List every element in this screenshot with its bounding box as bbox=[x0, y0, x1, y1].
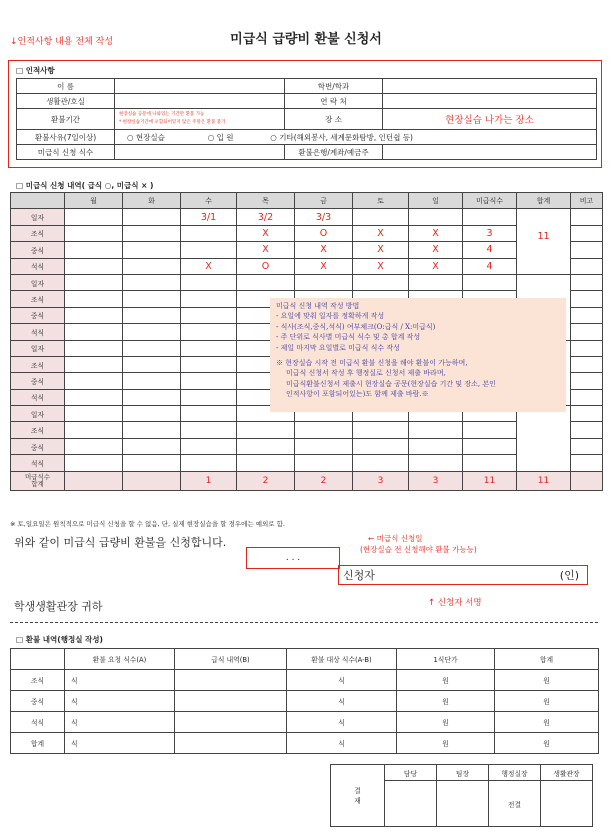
refund-header-cell: 1식단가 bbox=[397, 649, 495, 670]
sum-cell[interactable]: 3 bbox=[353, 471, 409, 490]
sum-count-cell[interactable]: 11 bbox=[463, 471, 517, 490]
applicant-seal: (인) bbox=[559, 569, 579, 582]
divider bbox=[10, 622, 598, 623]
row-label: 일자 bbox=[11, 406, 65, 422]
bank-field[interactable] bbox=[383, 145, 597, 160]
approval-role: 담당 bbox=[385, 765, 437, 781]
meal-mark-cell[interactable] bbox=[295, 422, 353, 438]
count-cell[interactable] bbox=[463, 209, 517, 225]
meal-mark-cell[interactable] bbox=[65, 373, 123, 389]
note-cell[interactable] bbox=[571, 225, 603, 241]
place-label: 장 소 bbox=[285, 109, 383, 130]
week-total-cell[interactable]: 11 bbox=[517, 209, 571, 275]
meal-mark-cell[interactable] bbox=[123, 291, 181, 307]
meal-mark-cell[interactable] bbox=[181, 438, 237, 454]
meal-mark-cell[interactable]: X bbox=[353, 258, 409, 274]
meal-mark-cell[interactable] bbox=[65, 422, 123, 438]
contact-field[interactable] bbox=[383, 94, 597, 109]
meal-mark-cell[interactable] bbox=[123, 340, 181, 356]
row-label-breakfast: 조식 bbox=[11, 225, 65, 241]
meal-mark-cell[interactable] bbox=[65, 438, 123, 454]
instruction-line: - 요일에 맞춰 일자를 정확하게 작성 bbox=[276, 312, 385, 321]
meal-mark-cell[interactable] bbox=[295, 438, 353, 454]
row-label: 석식 bbox=[11, 455, 65, 471]
meal-mark-cell[interactable] bbox=[123, 389, 181, 405]
meal-mark-cell[interactable]: X bbox=[409, 242, 463, 258]
meal-mark-cell[interactable] bbox=[123, 438, 181, 454]
notice-line: 미급식 신청서 작성 후 행정실로 신청서 제출 바라며, bbox=[286, 369, 446, 378]
meal-mark-cell[interactable]: X bbox=[295, 242, 353, 258]
day-header-sun: 일 bbox=[409, 193, 463, 209]
count-cell[interactable] bbox=[463, 422, 517, 438]
refund-section-title: □ 환불 내역(행정실 작성) bbox=[16, 635, 103, 644]
refund-eligible-cell[interactable]: 식 bbox=[287, 733, 397, 754]
approval-sign-cell[interactable] bbox=[385, 781, 437, 827]
day-header-fri: 금 bbox=[295, 193, 353, 209]
meal-mark-cell[interactable] bbox=[123, 324, 181, 340]
signature-note: ↑ 신청자 서명 bbox=[428, 598, 482, 608]
refund-header-cell: 환불 요청 식수(A) bbox=[65, 649, 175, 670]
meal-mark-cell[interactable] bbox=[409, 455, 463, 471]
notice-line: 미급식환불신청서 제출시 현장실습 공문(현장실습 기간 및 장소, 본인 bbox=[286, 379, 496, 388]
meal-mark-cell[interactable]: X bbox=[181, 258, 237, 274]
meal-mark-cell[interactable] bbox=[181, 242, 237, 258]
count-cell[interactable] bbox=[463, 438, 517, 454]
notice-line: ※ 현장실습 시작 전 미급식 환불 신청을 해야 환불이 가능하며, bbox=[276, 359, 468, 368]
refund-unit-price-cell[interactable]: 원 bbox=[397, 733, 495, 754]
note-cell[interactable] bbox=[571, 340, 603, 356]
meal-mark-cell[interactable] bbox=[65, 455, 123, 471]
date-cell[interactable]: 3/1 bbox=[181, 209, 237, 225]
approval-role: 생활관장 bbox=[541, 765, 593, 781]
refund-header-cell: 합계 bbox=[495, 649, 599, 670]
meal-mark-cell[interactable] bbox=[123, 406, 181, 422]
refund-eligible-cell[interactable]: 식 bbox=[287, 670, 397, 691]
declaration: 위와 같이 미급식 급량비 환불을 신청합니다. bbox=[14, 536, 227, 549]
row-label-date: 일자 bbox=[11, 209, 65, 225]
personal-section-title: □ 인적사항 bbox=[16, 66, 55, 75]
sum-cell[interactable]: 3 bbox=[409, 471, 463, 490]
student-label: 학번/학과 bbox=[285, 79, 383, 94]
date-note: ← 미급식 신청일 bbox=[368, 534, 423, 543]
sum-cell[interactable] bbox=[65, 471, 123, 490]
date-cell[interactable]: 3/2 bbox=[237, 209, 295, 225]
contact-label: 연 락 처 bbox=[285, 94, 383, 109]
period-label: 환불기간 bbox=[17, 109, 115, 130]
refund-requested-cell[interactable]: 식 bbox=[65, 712, 175, 733]
instruction-line: - 주 단위로 식사별 미급식 식수 및 총 합계 작성 bbox=[276, 333, 421, 342]
meal-mark-cell[interactable]: X bbox=[409, 225, 463, 241]
meal-mark-cell[interactable] bbox=[65, 406, 123, 422]
day-header-sat: 토 bbox=[353, 193, 409, 209]
refund-total-cell[interactable]: 원 bbox=[495, 691, 599, 712]
meal-mark-cell[interactable] bbox=[181, 274, 237, 290]
meal-mark-cell[interactable] bbox=[123, 242, 181, 258]
meal-mark-cell[interactable] bbox=[65, 258, 123, 274]
row-label: 일자 bbox=[11, 274, 65, 290]
count-cell[interactable]: 4 bbox=[463, 242, 517, 258]
meal-mark-cell[interactable] bbox=[237, 455, 295, 471]
refund-served-cell[interactable] bbox=[175, 691, 287, 712]
page-title: 미급식 급량비 환불 신청서 bbox=[230, 32, 382, 47]
refund-header-cell: 환불 대상 식수(A-B) bbox=[287, 649, 397, 670]
note-cell[interactable] bbox=[571, 422, 603, 438]
top-annotation: ↓인적사항 내용 전체 작성 bbox=[10, 37, 114, 47]
addressee: 학생생활관장 귀하 bbox=[14, 600, 103, 613]
sum-total-cell[interactable]: 11 bbox=[517, 471, 571, 490]
row-label: 석식 bbox=[11, 389, 65, 405]
row-label: 일자 bbox=[11, 340, 65, 356]
meal-mark-cell[interactable]: X bbox=[409, 258, 463, 274]
refund-table bbox=[10, 648, 599, 754]
row-label-dinner: 석식 bbox=[11, 258, 65, 274]
meal-mark-cell[interactable]: X bbox=[237, 242, 295, 258]
instruction-title: 미급식 신청 내역 작성 방법 bbox=[276, 302, 360, 310]
period-note-2: * 현장실습기간에 포함되어있지 않은 주말은 환불 불가 bbox=[119, 120, 226, 125]
date-cell[interactable] bbox=[353, 209, 409, 225]
total-header: 합계 bbox=[517, 193, 571, 209]
meal-mark-cell[interactable] bbox=[181, 406, 237, 422]
count-cell[interactable]: 4 bbox=[463, 258, 517, 274]
refund-served-cell[interactable] bbox=[175, 712, 287, 733]
reason-option-hospital[interactable]: ○ 입 원 bbox=[207, 132, 234, 142]
meal-mark-cell[interactable] bbox=[65, 225, 123, 241]
date-cell[interactable] bbox=[123, 209, 181, 225]
meal-mark-cell[interactable] bbox=[237, 274, 295, 290]
dorm-label: 생활관/호실 bbox=[17, 94, 115, 109]
meal-mark-cell[interactable] bbox=[409, 422, 463, 438]
reason-option-other[interactable]: ○ 기타(해외봉사, 세계문화탐방, 인턴쉽 등) bbox=[270, 132, 413, 142]
sum-cell[interactable]: 2 bbox=[237, 471, 295, 490]
note-cell[interactable] bbox=[571, 307, 603, 323]
name-label: 이 름 bbox=[17, 79, 115, 94]
meal-mark-cell[interactable] bbox=[181, 340, 237, 356]
refund-row-label: 조식 bbox=[11, 670, 65, 691]
meal-mark-cell[interactable] bbox=[123, 274, 181, 290]
refund-requested-cell[interactable]: 식 bbox=[65, 691, 175, 712]
row-label-lunch: 중식 bbox=[11, 242, 65, 258]
corner-cell bbox=[11, 193, 65, 209]
refund-total-cell[interactable]: 원 bbox=[495, 733, 599, 754]
refund-requested-cell[interactable]: 식 bbox=[65, 733, 175, 754]
count-label: 미급식 신청 식수 bbox=[17, 145, 115, 160]
meal-mark-cell[interactable] bbox=[65, 356, 123, 372]
meal-mark-cell[interactable] bbox=[295, 455, 353, 471]
count-cell[interactable]: 3 bbox=[463, 225, 517, 241]
meal-mark-cell[interactable] bbox=[353, 422, 409, 438]
period-note-1: 현장실습 공문에 나와있는 기간만 환불 가능 bbox=[119, 112, 205, 117]
period-field[interactable] bbox=[115, 109, 285, 130]
personal-info-table bbox=[16, 78, 597, 160]
meal-mark-cell[interactable] bbox=[181, 324, 237, 340]
row-label: 중식 bbox=[11, 438, 65, 454]
meal-mark-cell[interactable]: X bbox=[353, 225, 409, 241]
meal-mark-cell[interactable] bbox=[123, 455, 181, 471]
date-cell[interactable] bbox=[409, 209, 463, 225]
approval-table bbox=[330, 764, 593, 827]
refund-row-label: 석식 bbox=[11, 712, 65, 733]
refund-served-cell[interactable] bbox=[175, 733, 287, 754]
meal-mark-cell[interactable] bbox=[123, 258, 181, 274]
row-label: 조식 bbox=[11, 422, 65, 438]
refund-row-label: 합계 bbox=[11, 733, 65, 754]
meal-mark-cell[interactable] bbox=[65, 274, 123, 290]
day-header-thu: 목 bbox=[237, 193, 295, 209]
note-cell[interactable] bbox=[571, 291, 603, 307]
meal-mark-cell[interactable] bbox=[181, 455, 237, 471]
refund-unit-price-cell[interactable]: 원 bbox=[397, 670, 495, 691]
note-cell[interactable] bbox=[571, 438, 603, 454]
refund-requested-cell[interactable]: 식 bbox=[65, 670, 175, 691]
meal-mark-cell[interactable] bbox=[65, 242, 123, 258]
meal-mark-cell[interactable] bbox=[181, 389, 237, 405]
notice-line: 인적사항이 포함되어있는)도 함께 제출 바람.※ bbox=[286, 390, 429, 399]
instruction-line: - 제일 마지막 요일별로 미급식 식수 작성 bbox=[276, 343, 400, 352]
sum-note-cell[interactable] bbox=[571, 471, 603, 490]
reason-options bbox=[115, 130, 597, 145]
row-label: 조식 bbox=[11, 356, 65, 372]
meal-mark-cell[interactable] bbox=[237, 438, 295, 454]
note-cell[interactable] bbox=[571, 258, 603, 274]
footnote: ※ 토,일요일은 원칙적으로 미급식 신청을 할 수 없음, 단, 실제 현장실습을 할 경우에는 예외로 함. bbox=[10, 520, 285, 528]
instruction-line: - 식사(조식,중식,석식) 여부체크(O:급식 / X:미급식) bbox=[276, 322, 436, 331]
sum-cell[interactable]: 1 bbox=[181, 471, 237, 490]
count-header: 미급식수 bbox=[463, 193, 517, 209]
note-cell[interactable] bbox=[571, 356, 603, 372]
reason-label: 환불사유(7일이상) bbox=[17, 130, 115, 145]
day-header-wed: 수 bbox=[181, 193, 237, 209]
meal-mark-cell[interactable] bbox=[181, 307, 237, 323]
approval-role: 팀장 bbox=[437, 765, 489, 781]
count-cell[interactable] bbox=[463, 274, 517, 290]
meal-mark-cell[interactable] bbox=[123, 373, 181, 389]
instruction-box bbox=[270, 298, 566, 412]
note-cell[interactable] bbox=[571, 389, 603, 405]
meal-mark-cell[interactable] bbox=[123, 422, 181, 438]
name-field[interactable] bbox=[115, 79, 285, 94]
meal-mark-cell[interactable] bbox=[353, 438, 409, 454]
note-cell[interactable] bbox=[571, 373, 603, 389]
refund-unit-price-cell[interactable]: 원 bbox=[397, 691, 495, 712]
note-cell[interactable] bbox=[571, 455, 603, 471]
meal-mark-cell[interactable] bbox=[295, 274, 353, 290]
meal-mark-cell[interactable] bbox=[65, 340, 123, 356]
refund-eligible-cell[interactable]: 식 bbox=[287, 712, 397, 733]
refund-unit-price-cell[interactable]: 원 bbox=[397, 712, 495, 733]
date-cell[interactable] bbox=[65, 209, 123, 225]
meal-mark-cell[interactable] bbox=[181, 422, 237, 438]
sum-cell[interactable]: 2 bbox=[295, 471, 353, 490]
meal-mark-cell[interactable] bbox=[181, 356, 237, 372]
meal-mark-cell[interactable] bbox=[65, 324, 123, 340]
meal-mark-cell[interactable] bbox=[353, 274, 409, 290]
sum-row-label: 미급식수 합계 bbox=[11, 471, 65, 490]
day-header-mon: 월 bbox=[65, 193, 123, 209]
refund-total-cell[interactable]: 원 bbox=[495, 712, 599, 733]
row-label: 조식 bbox=[11, 291, 65, 307]
row-label: 중식 bbox=[11, 307, 65, 323]
application-date-field[interactable]: . . . bbox=[246, 547, 340, 569]
day-header-tue: 화 bbox=[123, 193, 181, 209]
refund-header-cell: 급식 내역(B) bbox=[175, 649, 287, 670]
week-total-cell[interactable] bbox=[517, 406, 571, 472]
meal-mark-cell[interactable] bbox=[409, 274, 463, 290]
meal-mark-cell[interactable] bbox=[65, 389, 123, 405]
refund-header-cell bbox=[11, 649, 65, 670]
dorm-field[interactable] bbox=[115, 94, 285, 109]
note-cell[interactable] bbox=[571, 274, 603, 290]
meal-mark-cell[interactable]: X bbox=[295, 258, 353, 274]
meal-mark-cell[interactable]: O bbox=[237, 258, 295, 274]
place-field[interactable]: 현장실습 나가는 장소 bbox=[383, 109, 597, 130]
meal-mark-cell[interactable] bbox=[353, 455, 409, 471]
meal-mark-cell[interactable] bbox=[123, 225, 181, 241]
note-cell[interactable] bbox=[571, 406, 603, 422]
refund-eligible-cell[interactable]: 식 bbox=[287, 691, 397, 712]
meal-mark-cell[interactable]: X bbox=[237, 225, 295, 241]
meal-mark-cell[interactable]: X bbox=[353, 242, 409, 258]
applicant-label: 신청자 bbox=[343, 569, 375, 582]
approval-label: 결 재 bbox=[331, 765, 385, 827]
student-field[interactable] bbox=[383, 79, 597, 94]
meal-mark-cell[interactable] bbox=[65, 291, 123, 307]
note-cell[interactable] bbox=[571, 242, 603, 258]
refund-row-label: 중식 bbox=[11, 691, 65, 712]
count-field[interactable] bbox=[115, 145, 285, 160]
bank-label: 환불은행/계좌/예금주 bbox=[285, 145, 383, 160]
meal-mark-cell[interactable] bbox=[409, 438, 463, 454]
note-cell[interactable] bbox=[571, 209, 603, 225]
meal-mark-cell[interactable] bbox=[181, 225, 237, 241]
row-label: 중식 bbox=[11, 373, 65, 389]
refund-served-cell[interactable] bbox=[175, 670, 287, 691]
meal-section-title: □ 미급식 신청 내역( 급식 ○, 미급식 × ) bbox=[16, 181, 154, 190]
count-cell[interactable] bbox=[463, 455, 517, 471]
meal-mark-cell[interactable] bbox=[65, 307, 123, 323]
approval-role: 행정실장 bbox=[489, 765, 541, 781]
refund-total-cell[interactable]: 원 bbox=[495, 670, 599, 691]
date-cell[interactable]: 3/3 bbox=[295, 209, 353, 225]
meal-mark-cell[interactable] bbox=[123, 307, 181, 323]
date-note-sub: (현장실습 전 신청해야 환불 가능능) bbox=[360, 545, 477, 554]
meal-mark-cell[interactable] bbox=[181, 291, 237, 307]
approval-sign-cell[interactable] bbox=[541, 781, 593, 827]
row-label: 석식 bbox=[11, 324, 65, 340]
approval-sign-cell[interactable] bbox=[437, 781, 489, 827]
note-cell[interactable] bbox=[571, 324, 603, 340]
meal-mark-cell[interactable]: O bbox=[295, 225, 353, 241]
meal-mark-cell[interactable] bbox=[237, 422, 295, 438]
reason-option-practice[interactable]: ○ 현장실습 bbox=[127, 132, 165, 142]
meal-mark-cell[interactable] bbox=[181, 373, 237, 389]
approval-delegated-cell[interactable]: 전결 bbox=[489, 781, 541, 827]
sum-cell[interactable] bbox=[123, 471, 181, 490]
meal-mark-cell[interactable] bbox=[123, 356, 181, 372]
note-header: 비고 bbox=[571, 193, 603, 209]
applicant-signature-field[interactable] bbox=[338, 565, 588, 585]
